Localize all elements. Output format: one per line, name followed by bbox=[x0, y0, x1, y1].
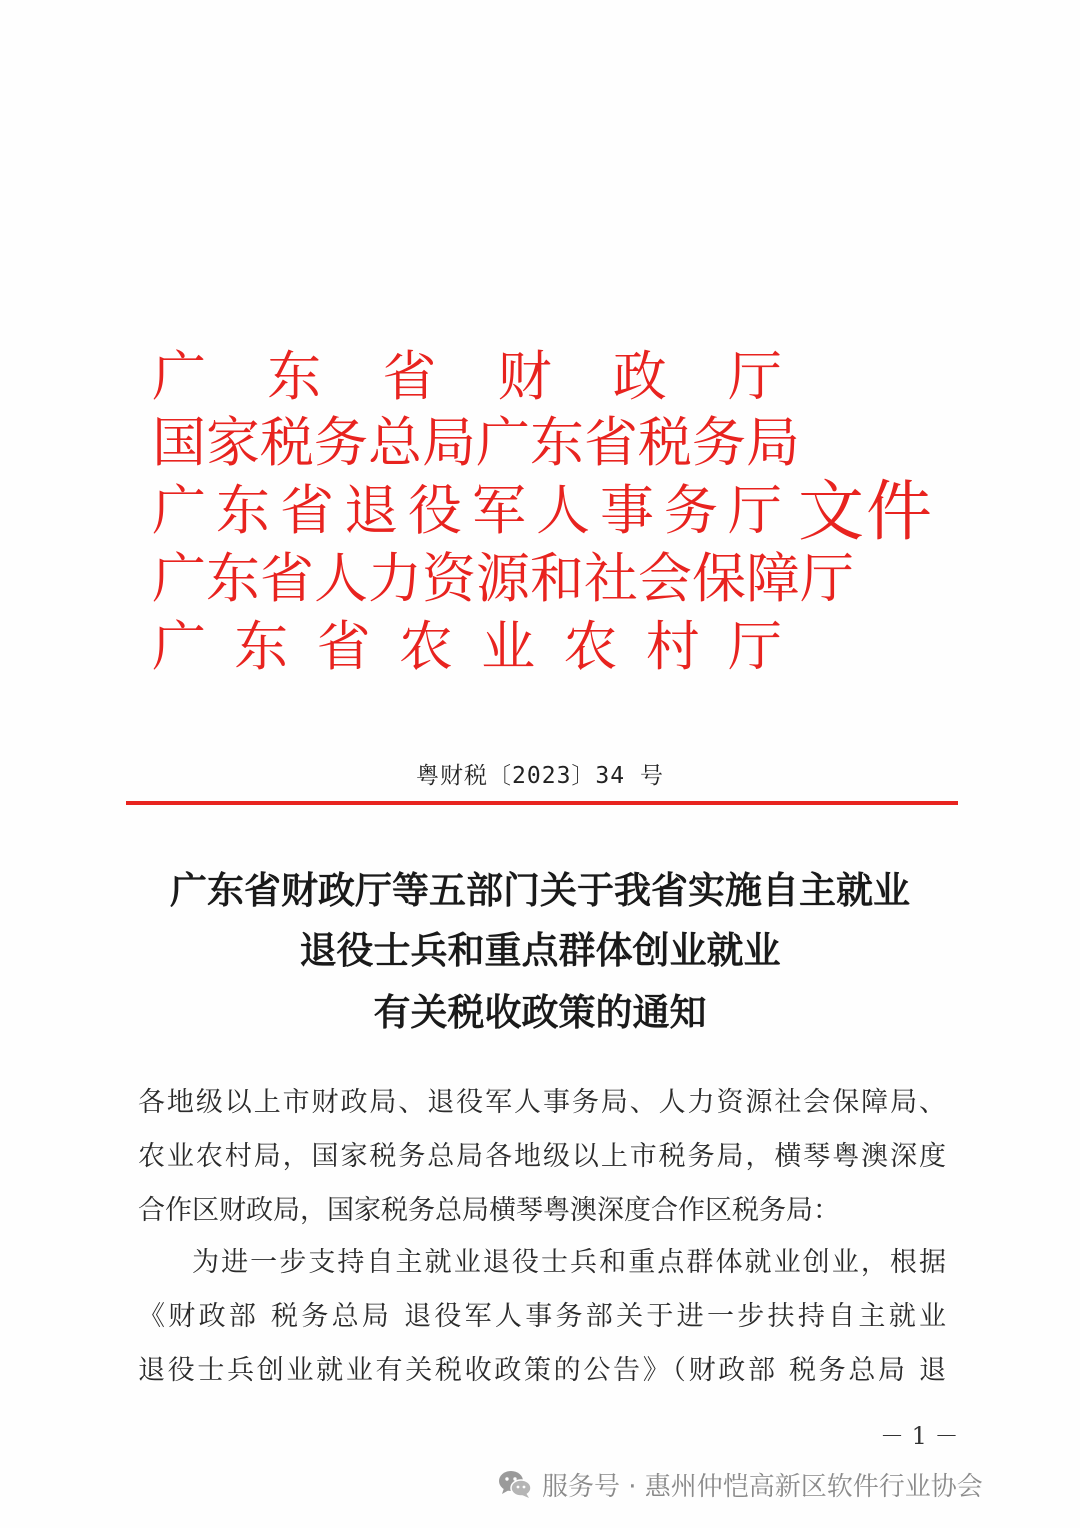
issuer-char: 省 bbox=[382, 345, 437, 408]
issuer-char: 人 bbox=[314, 547, 368, 610]
issuer-char: 省 bbox=[280, 479, 334, 542]
issuer-char: 税 bbox=[638, 411, 692, 474]
watermark-text: 服务号 · 惠州仲恺高新区软件行业协会 bbox=[542, 1471, 983, 1502]
body-line-4: 为进一步支持自主就业退役士兵和重点群体就业创业，根据 bbox=[192, 1247, 946, 1278]
red-divider bbox=[126, 801, 958, 805]
issuer-char: 保 bbox=[692, 547, 746, 610]
issuer-char: 人 bbox=[536, 479, 590, 542]
issuer-char: 厅 bbox=[728, 479, 782, 542]
issuer-char: 会 bbox=[638, 547, 692, 610]
issuer-char: 省 bbox=[316, 615, 371, 678]
issuer-char: 广 bbox=[152, 615, 206, 678]
issuer-char: 省 bbox=[584, 411, 638, 474]
body-line-1: 各地级以上市财政局、退役军人事务局、人力资源社会保障局、 bbox=[138, 1087, 946, 1118]
issuer-char: 厅 bbox=[800, 547, 854, 610]
issuer-char: 广 bbox=[152, 479, 206, 542]
issuer-char: 东 bbox=[206, 547, 260, 610]
title-line-3: 有关税收政策的通知 bbox=[373, 990, 707, 1034]
document-word: 文件 bbox=[798, 473, 934, 550]
issuer-char: 东 bbox=[234, 615, 289, 678]
issuer-char: 务 bbox=[692, 411, 746, 474]
issuer-char: 广 bbox=[152, 547, 206, 610]
title-line-2: 退役士兵和重点群体创业就业 bbox=[299, 928, 781, 972]
issuer-char: 业 bbox=[481, 615, 536, 678]
issuer-char: 东 bbox=[267, 345, 322, 408]
issuer-char: 局 bbox=[422, 411, 476, 474]
issuer-char: 东 bbox=[530, 411, 584, 474]
issuer-char: 广 bbox=[152, 345, 206, 408]
body-line-2: 农业农村局，国家税务总局各地级以上市税务局，横琴粤澳深度 bbox=[138, 1141, 946, 1172]
body-line-5: 《财政部 税务总局 退役军人事务部关于进一步扶持自主就业 bbox=[138, 1301, 946, 1332]
issuer-line-agriculture bbox=[152, 614, 782, 680]
issuer-char: 税 bbox=[260, 411, 314, 474]
body-line-6: 退役士兵创业就业有关税收政策的公告》（财政部 税务总局 退 bbox=[138, 1355, 946, 1386]
account-watermark bbox=[498, 1464, 983, 1504]
issuer-char: 力 bbox=[368, 547, 422, 610]
issuer-char: 农 bbox=[563, 615, 618, 678]
issuer-char: 厅 bbox=[727, 345, 782, 408]
body-line-3: 合作区财政局，国家税务总局横琴粤澳深度合作区税务局： bbox=[138, 1195, 840, 1226]
issuer-char: 国 bbox=[152, 411, 206, 474]
title-line-1: 广东省财政厅等五部门关于我省实施自主就业 bbox=[170, 868, 910, 912]
issuer-char: 源 bbox=[476, 547, 530, 610]
issuer-line-tax-bureau bbox=[152, 410, 800, 476]
issuer-char: 农 bbox=[398, 615, 453, 678]
issuer-char: 军 bbox=[472, 479, 526, 542]
issuer-char: 资 bbox=[422, 547, 476, 610]
issuer-char: 事 bbox=[600, 479, 654, 542]
issuer-char: 障 bbox=[746, 547, 800, 610]
issuer-char: 厅 bbox=[727, 615, 782, 678]
issuer-char: 和 bbox=[530, 547, 584, 610]
wechat-icon bbox=[498, 1469, 532, 1499]
document-number: 粤财税〔2023〕34 号 bbox=[416, 763, 664, 789]
issuer-char: 总 bbox=[368, 411, 422, 474]
issuer-char: 村 bbox=[645, 615, 700, 678]
issuer-char: 广 bbox=[476, 411, 530, 474]
issuer-char: 财 bbox=[497, 345, 552, 408]
page-number: － 1 － bbox=[880, 1422, 959, 1450]
issuer-char: 务 bbox=[664, 479, 718, 542]
issuer-char: 社 bbox=[584, 547, 638, 610]
issuer-line-finance-department bbox=[152, 344, 782, 410]
issuer-char: 省 bbox=[260, 547, 314, 610]
issuer-line-veterans-affairs bbox=[152, 478, 782, 544]
issuer-char: 局 bbox=[746, 411, 800, 474]
issuer-char: 东 bbox=[216, 479, 270, 542]
issuer-char: 家 bbox=[206, 411, 260, 474]
issuer-char: 政 bbox=[612, 345, 667, 408]
issuer-line-human-resources bbox=[152, 546, 854, 612]
issuer-char: 务 bbox=[314, 411, 368, 474]
issuer-char: 役 bbox=[408, 479, 462, 542]
issuer-char: 退 bbox=[344, 479, 398, 542]
